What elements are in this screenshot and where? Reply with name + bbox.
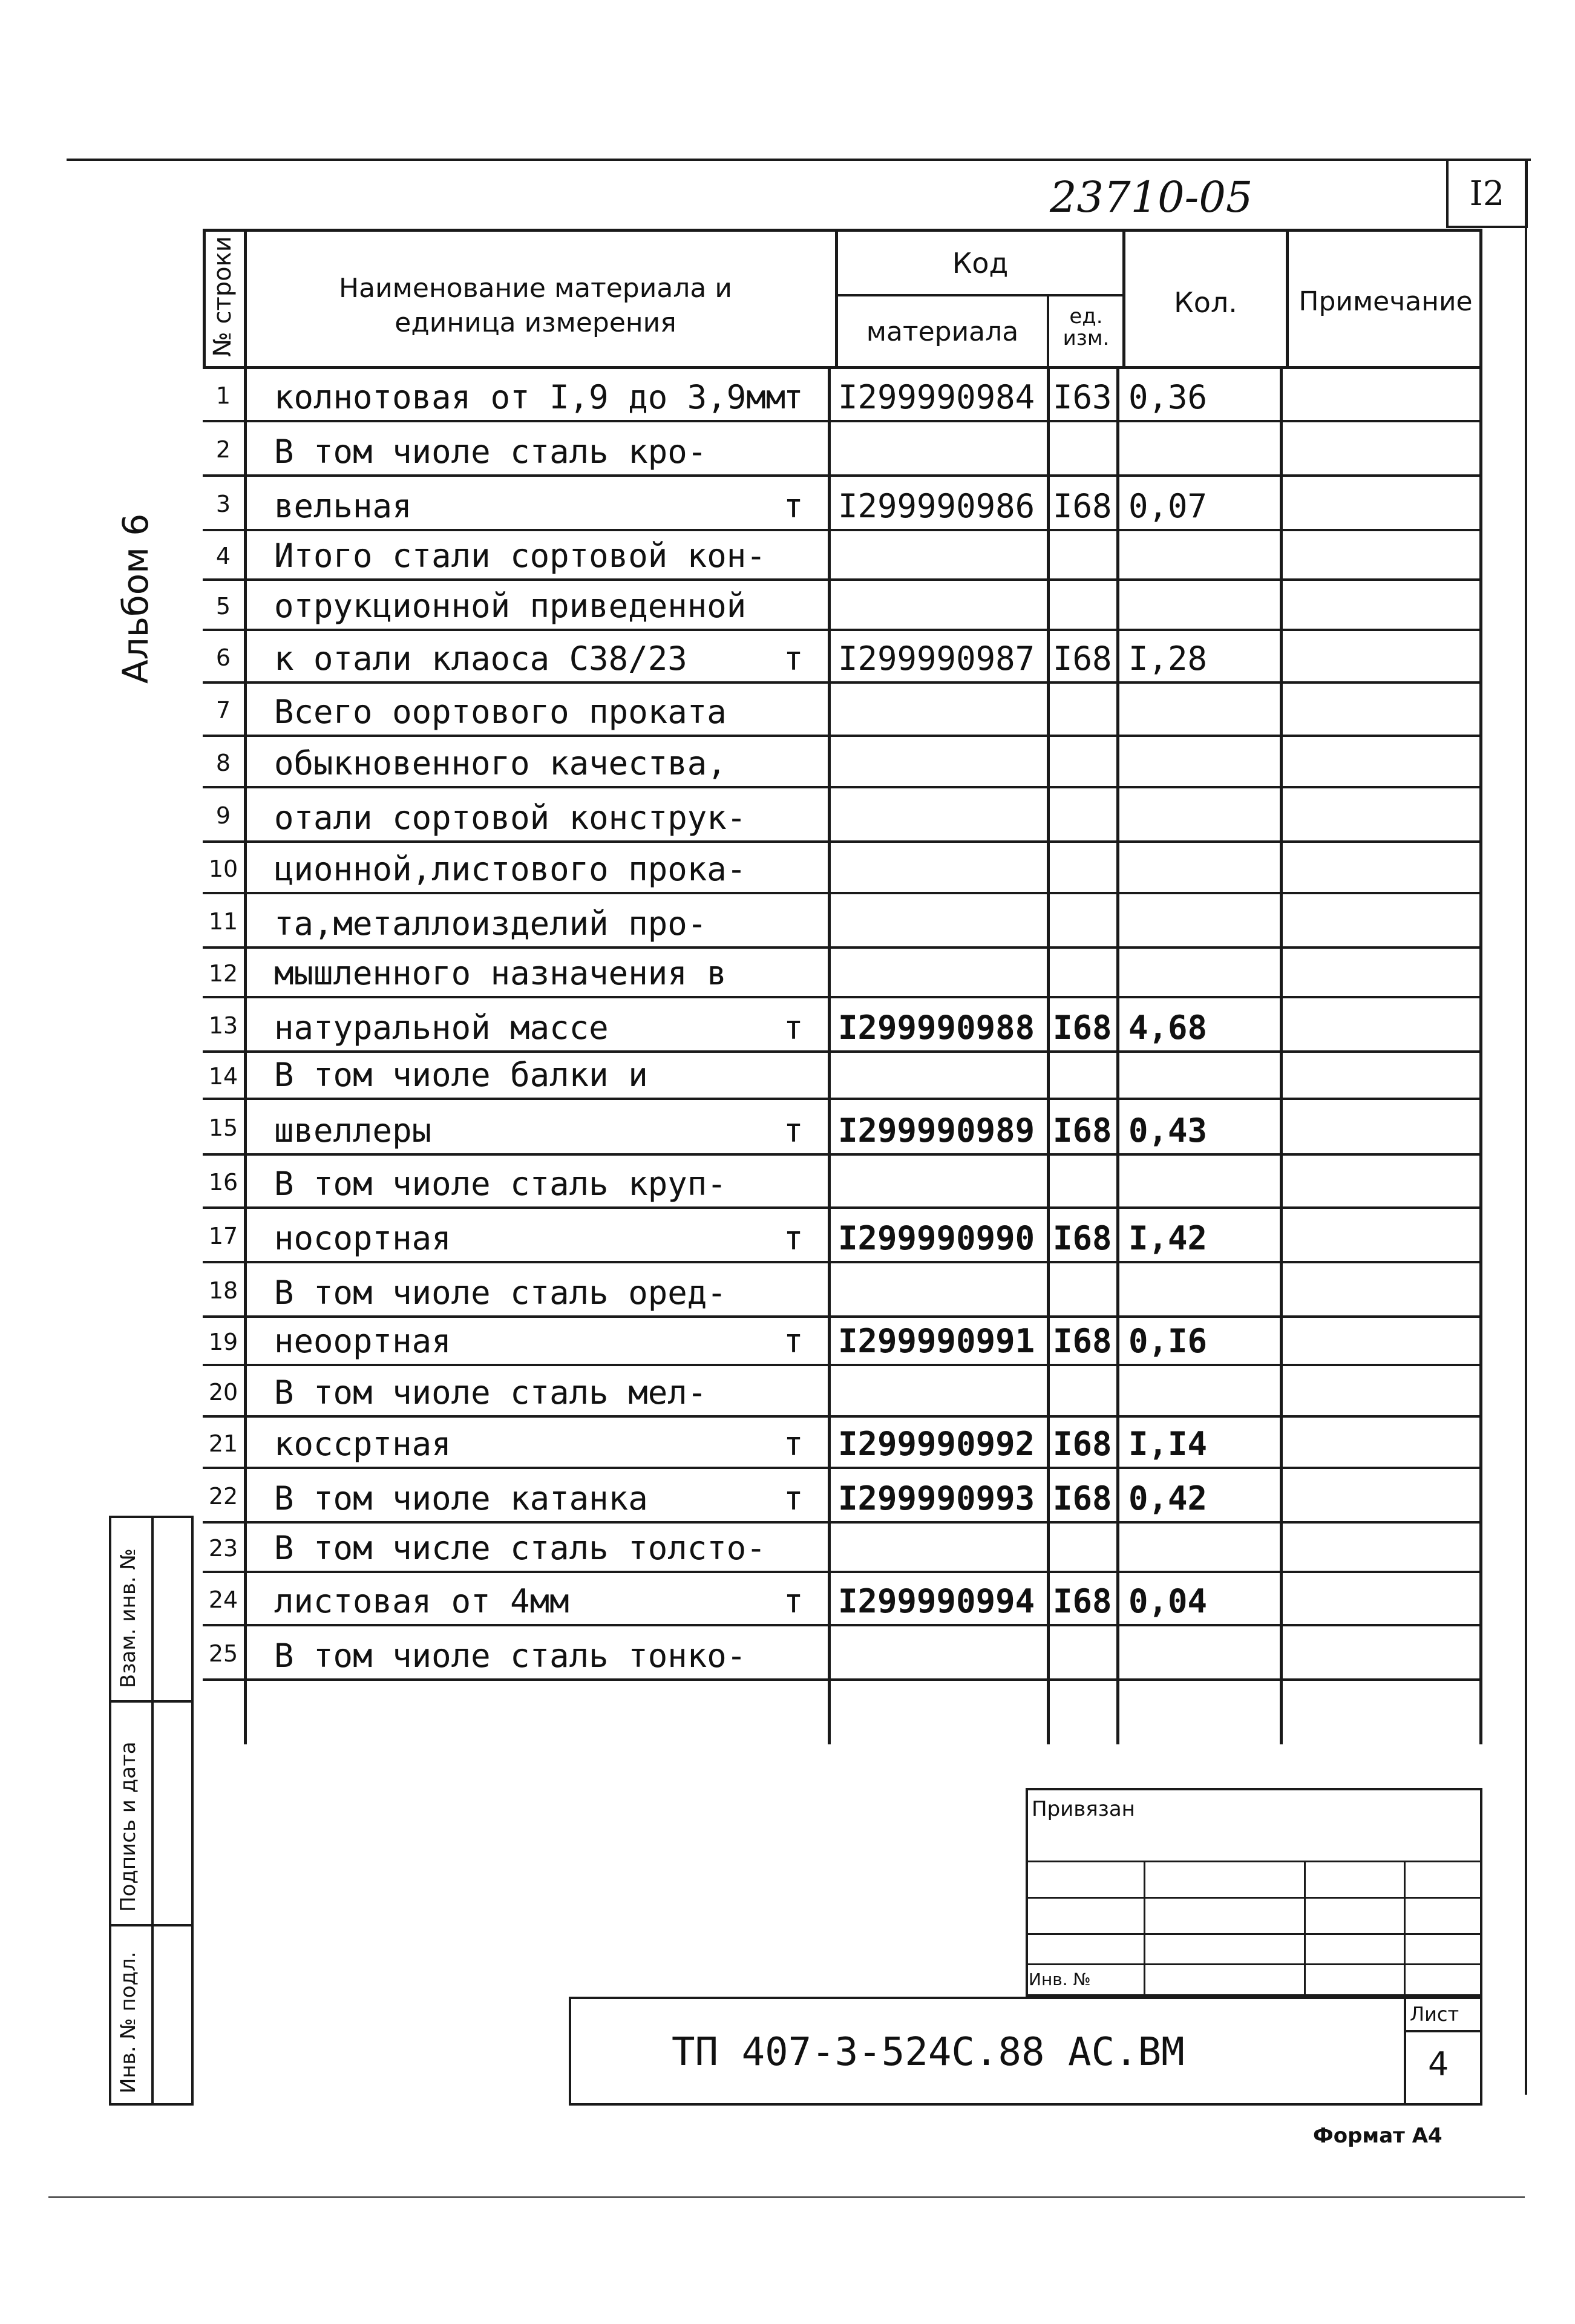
material-code: I299990992 bbox=[838, 1425, 1035, 1463]
quantity: 4,68 bbox=[1128, 1009, 1208, 1047]
table-row bbox=[203, 1469, 1482, 1524]
material-name: носортная bbox=[274, 1219, 451, 1257]
table-row bbox=[203, 788, 1482, 843]
unit: т bbox=[784, 487, 804, 525]
quantity: 0,07 bbox=[1128, 487, 1208, 525]
table-row bbox=[203, 1626, 1482, 1681]
frame-bottom-dashed bbox=[48, 2196, 1525, 2198]
frame-right bbox=[1525, 159, 1527, 2095]
row-number: 23 bbox=[208, 1535, 238, 1562]
handwritten-code: 23710-05 bbox=[1050, 172, 1253, 222]
table-row bbox=[203, 422, 1482, 477]
unit: т bbox=[784, 1111, 804, 1150]
material-name: В том чиоле сталь кро- bbox=[274, 433, 707, 471]
unit-code: I68 bbox=[1053, 1425, 1112, 1463]
material-name: к отали клаоса С38/23 bbox=[274, 640, 687, 678]
header-code: Код bbox=[952, 247, 1009, 280]
material-name: Итого стали сортовой кон- bbox=[274, 537, 766, 575]
quantity: I,I4 bbox=[1128, 1425, 1208, 1463]
table-row bbox=[203, 1366, 1482, 1418]
table-row bbox=[203, 531, 1482, 581]
row-number: 15 bbox=[208, 1115, 238, 1141]
table-row bbox=[203, 581, 1482, 631]
material-name: В том чиоле сталь круп- bbox=[274, 1165, 727, 1203]
unit-code: I68 bbox=[1053, 1111, 1112, 1150]
material-name: коссртная bbox=[274, 1425, 451, 1463]
material-name: отрукционной приведенной bbox=[274, 587, 747, 625]
material-name: обыкновенного качества, bbox=[274, 744, 727, 782]
material-code: I299990990 bbox=[838, 1219, 1035, 1257]
material-name: неоортная bbox=[274, 1322, 451, 1360]
row-number: 7 bbox=[215, 697, 231, 724]
row-number: 6 bbox=[215, 644, 231, 671]
quantity: I,42 bbox=[1128, 1219, 1208, 1257]
unit-code: I68 bbox=[1053, 1219, 1112, 1257]
table-row bbox=[203, 1209, 1482, 1263]
row-number: 20 bbox=[208, 1378, 238, 1406]
quantity: I,28 bbox=[1128, 640, 1208, 678]
material-name: отали сортовой конструк- bbox=[274, 799, 747, 837]
material-name: В том чиоле сталь оред- bbox=[274, 1274, 727, 1312]
material-code: I299990986 bbox=[838, 487, 1035, 525]
material-code: I299990988 bbox=[838, 1009, 1035, 1047]
quantity: 0,43 bbox=[1128, 1111, 1208, 1150]
sheet-number: 4 bbox=[1428, 2045, 1449, 2083]
row-number: 22 bbox=[208, 1483, 238, 1510]
quantity: 0,I6 bbox=[1128, 1322, 1208, 1360]
material-code: I299990993 bbox=[838, 1479, 1035, 1517]
table-row bbox=[203, 1156, 1482, 1209]
row-number: 19 bbox=[208, 1329, 238, 1355]
header-note: Примечание bbox=[1298, 286, 1473, 317]
page-number-box bbox=[1446, 159, 1528, 228]
materials-table bbox=[203, 229, 1482, 1744]
row-number: 17 bbox=[208, 1223, 238, 1249]
material-name: швеллеры bbox=[274, 1111, 432, 1150]
table-row bbox=[203, 894, 1482, 949]
header-code-material: материала bbox=[866, 316, 1019, 347]
unit-code: I68 bbox=[1053, 640, 1112, 678]
unit: т bbox=[784, 1219, 804, 1257]
material-name: В том числе сталь толсто- bbox=[274, 1529, 766, 1567]
row-number: 13 bbox=[208, 1012, 238, 1039]
table-row bbox=[203, 1573, 1482, 1626]
row-number: 14 bbox=[208, 1063, 238, 1090]
table-row bbox=[203, 1524, 1482, 1573]
material-name: листовая от 4мм bbox=[274, 1582, 569, 1620]
material-name: В том чиоле балки и bbox=[274, 1056, 648, 1094]
page-number: I2 bbox=[1469, 174, 1505, 214]
row-number: 21 bbox=[208, 1430, 238, 1457]
row-number: 3 bbox=[215, 491, 231, 517]
quantity: 0,42 bbox=[1128, 1479, 1208, 1517]
material-name: В том чиоле катанка bbox=[274, 1479, 648, 1517]
row-number: 16 bbox=[208, 1169, 238, 1196]
material-name: В том чиоле сталь мел- bbox=[274, 1373, 707, 1412]
row-number: 12 bbox=[208, 960, 238, 987]
row-number: 18 bbox=[208, 1277, 238, 1304]
unit: т bbox=[784, 1582, 804, 1620]
table-row bbox=[203, 1263, 1482, 1318]
row-number: 1 bbox=[215, 382, 231, 409]
material-name: колнотовая от I,9 до 3,9мм bbox=[274, 378, 786, 416]
table-row bbox=[203, 1100, 1482, 1156]
material-code: I299990994 bbox=[838, 1582, 1035, 1620]
material-code: I299990984 bbox=[838, 378, 1035, 416]
unit: т bbox=[784, 378, 804, 416]
side-sign-label: Подпись и дата bbox=[116, 1741, 140, 1912]
row-number: 5 bbox=[215, 592, 231, 620]
quantity: 0,04 bbox=[1128, 1582, 1208, 1620]
row-number: 2 bbox=[215, 436, 231, 463]
header-code-unit: ед. изм. bbox=[1063, 304, 1110, 350]
table-row bbox=[203, 843, 1482, 894]
material-code: I299990987 bbox=[838, 640, 1035, 678]
row-number: 9 bbox=[215, 802, 231, 829]
material-code: I299990991 bbox=[838, 1322, 1035, 1360]
unit: т bbox=[784, 1322, 804, 1360]
material-name: ционной,листового прока- bbox=[274, 850, 747, 888]
title-designation: ТП 407-3-524С.88 АС.ВМ bbox=[672, 2030, 1185, 2075]
format-label: Формат А4 bbox=[1313, 2124, 1442, 2148]
unit-code: I68 bbox=[1053, 1322, 1112, 1360]
quantity: 0,36 bbox=[1128, 378, 1208, 416]
table-row bbox=[203, 998, 1482, 1053]
material-name: та,металлоизделий про- bbox=[274, 905, 707, 943]
side-inv-label: Взам. инв. № bbox=[116, 1548, 140, 1688]
table-row bbox=[203, 949, 1482, 998]
row-number: 10 bbox=[208, 855, 238, 882]
side-inv-orig-label: Инв. № подл. bbox=[116, 1951, 140, 2093]
frame-top bbox=[67, 159, 1531, 161]
table-row bbox=[203, 737, 1482, 788]
unit: т bbox=[784, 640, 804, 678]
unit-code: I68 bbox=[1053, 1479, 1112, 1517]
unit: т bbox=[784, 1009, 804, 1047]
material-name: вельная bbox=[274, 487, 412, 525]
material-name: В том чиоле сталь тонко- bbox=[274, 1637, 747, 1675]
attach-inv-small: Инв. № bbox=[1029, 1969, 1091, 1989]
album-label: Альбом 6 bbox=[115, 513, 156, 684]
table-row bbox=[203, 1318, 1482, 1366]
unit-code: I68 bbox=[1053, 1009, 1112, 1047]
table-row bbox=[203, 1053, 1482, 1100]
header-qty: Кол. bbox=[1174, 286, 1237, 319]
table-row bbox=[203, 631, 1482, 684]
unit-code: I63 bbox=[1053, 378, 1112, 416]
row-number: 25 bbox=[208, 1640, 238, 1667]
unit-code: I68 bbox=[1053, 1582, 1112, 1620]
row-number: 11 bbox=[208, 908, 238, 935]
header-name: Наименование материала и единица измерения bbox=[339, 273, 732, 339]
material-name: мышленного назначения в bbox=[274, 954, 727, 992]
table-row bbox=[203, 1418, 1482, 1469]
row-number: 24 bbox=[208, 1586, 238, 1613]
material-name: натуральной массе bbox=[274, 1009, 609, 1047]
row-number: 4 bbox=[215, 543, 231, 569]
attach-label: Привязан bbox=[1032, 1797, 1135, 1821]
table-row bbox=[203, 369, 1482, 422]
table-row bbox=[203, 477, 1482, 531]
unit: т bbox=[784, 1479, 804, 1517]
table-row bbox=[203, 684, 1482, 737]
sheet-label: Лист bbox=[1410, 2003, 1459, 2026]
material-name: Всего оортового проката bbox=[274, 693, 727, 731]
unit: т bbox=[784, 1425, 804, 1463]
header-row-number: № строки bbox=[209, 236, 237, 357]
material-code: I299990989 bbox=[838, 1111, 1035, 1150]
unit-code: I68 bbox=[1053, 487, 1112, 525]
row-number: 8 bbox=[215, 749, 231, 776]
